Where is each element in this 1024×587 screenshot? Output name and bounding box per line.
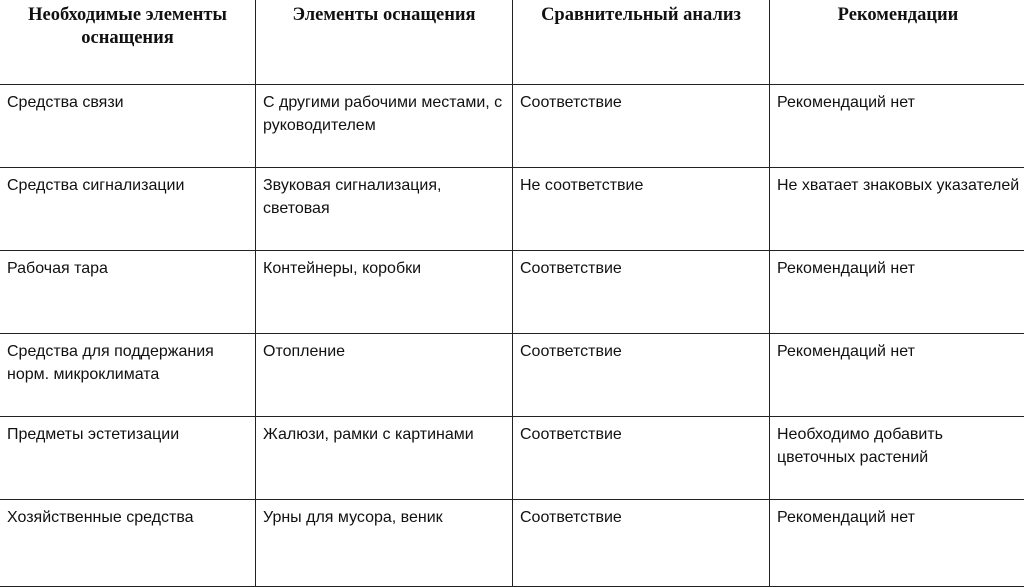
- cell-required-element: Хозяйственные средства: [0, 500, 256, 587]
- cell-required-element: Средства сигнализации: [0, 168, 256, 251]
- table-row: [0, 500, 1024, 587]
- cell-comparative-analysis: Соответствие: [513, 417, 770, 500]
- cell-equipment-element: Отопление: [256, 334, 513, 417]
- header-row: [0, 0, 1024, 85]
- cell-required-element: Предметы эстетизации: [0, 417, 256, 500]
- table-row: [0, 168, 1024, 251]
- cell-comparative-analysis: Соответствие: [513, 85, 770, 168]
- header-required-elements: Необходимые элементы оснащения: [0, 0, 256, 85]
- cell-equipment-element: Контейнеры, коробки: [256, 251, 513, 334]
- cell-recommendation: Рекомендаций нет: [770, 251, 1024, 334]
- header-equipment-elements: Элементы оснащения: [256, 0, 513, 85]
- table-row: [0, 417, 1024, 500]
- cell-equipment-element: Жалюзи, рамки с картинами: [256, 417, 513, 500]
- cell-recommendation: Рекомендаций нет: [770, 334, 1024, 417]
- cell-equipment-element: С другими рабочими местами, с руководителем: [256, 85, 513, 168]
- header-recommendations: Рекомендации: [770, 0, 1024, 85]
- table-row: [0, 85, 1024, 168]
- table-row: [0, 251, 1024, 334]
- cell-comparative-analysis: Соответствие: [513, 251, 770, 334]
- cell-required-element: Рабочая тара: [0, 251, 256, 334]
- header-comparative-analysis: Сравнительный анализ: [513, 0, 770, 85]
- cell-recommendation: Не хватает знаковых указателей: [770, 168, 1024, 251]
- cell-equipment-element: Звуковая сигнализация, световая: [256, 168, 513, 251]
- cell-recommendation: Рекомендаций нет: [770, 85, 1024, 168]
- cell-recommendation: Необходимо добавить цветочных растений: [770, 417, 1024, 500]
- cell-required-element: Средства связи: [0, 85, 256, 168]
- cell-recommendation: Рекомендаций нет: [770, 500, 1024, 587]
- table-row: [0, 334, 1024, 417]
- cell-comparative-analysis: Не соответствие: [513, 168, 770, 251]
- cell-comparative-analysis: Соответствие: [513, 500, 770, 587]
- cell-comparative-analysis: Соответствие: [513, 334, 770, 417]
- cell-equipment-element: Урны для мусора, веник: [256, 500, 513, 587]
- cell-required-element: Средства для поддержания норм. микроклимата: [0, 334, 256, 417]
